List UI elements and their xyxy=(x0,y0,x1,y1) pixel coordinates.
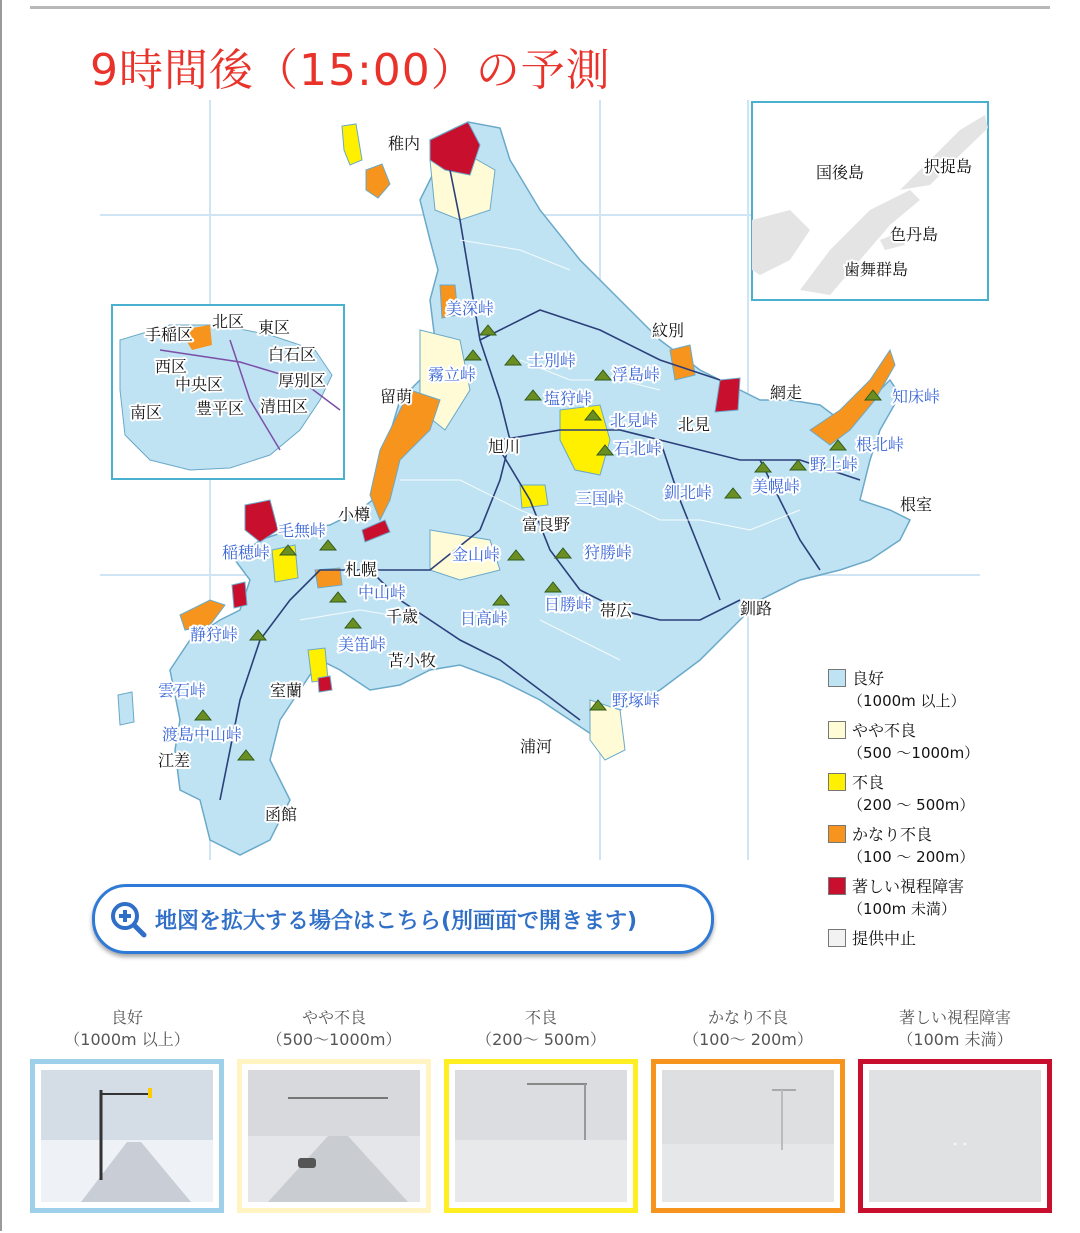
visibility-examples xyxy=(30,1005,1054,1215)
zone-poor-furano xyxy=(520,485,548,508)
example-range: （100～ 200m） xyxy=(683,1030,813,1049)
pass-label: 中山峠 xyxy=(358,583,407,602)
city-label-obihiro: 帯広 xyxy=(600,601,633,620)
legend-label: 著しい視程障害 xyxy=(852,877,965,896)
ward-label-shiroishi: 白石区 xyxy=(268,345,317,364)
example-severe xyxy=(858,1005,1052,1053)
legend-label: 提供中止 xyxy=(852,929,917,948)
ward-label-nishi: 西区 xyxy=(155,357,188,376)
pass-label: 日勝峠 xyxy=(544,595,593,614)
city-label-sapporo: 札幌 xyxy=(345,560,378,579)
pass-label: 日高峠 xyxy=(460,609,509,628)
city-label-chitose: 千歳 xyxy=(386,607,419,626)
legend-swatch xyxy=(828,825,846,843)
example-photo xyxy=(248,1070,420,1202)
legend-label: 良好 xyxy=(852,669,885,688)
city-label-kitami: 北見 xyxy=(678,415,711,434)
legend-label: かなり不良 xyxy=(852,825,933,844)
example-range: （100m 未満） xyxy=(897,1030,1013,1049)
pass-label: 浮島峠 xyxy=(612,365,661,384)
pass-label: 野上峠 xyxy=(810,455,859,474)
legend-swatch xyxy=(828,669,846,687)
island-label-shikotan: 色丹島 xyxy=(890,225,939,244)
visibility-legend xyxy=(828,666,1028,956)
legend-item-severe xyxy=(828,874,1028,926)
legend-range: （100m 未満） xyxy=(848,900,957,918)
island-rishiri xyxy=(366,164,390,198)
legend-range: （1000m 以上） xyxy=(848,692,966,710)
city-label-otaru: 小樽 xyxy=(338,505,371,524)
legend-swatch xyxy=(828,877,846,895)
pass-label: 稲穂峠 xyxy=(222,543,271,562)
island-label-kunashiri: 国後島 xyxy=(816,163,865,182)
example-photo-frame xyxy=(444,1059,638,1213)
legend-swatch xyxy=(828,929,846,947)
example-photo xyxy=(662,1070,834,1202)
legend-label: 不良 xyxy=(852,773,885,792)
example-label: かなり不良 xyxy=(707,1008,788,1027)
pass-label: 三国峠 xyxy=(576,489,625,508)
example-photo-frame xyxy=(858,1059,1052,1213)
city-label-muroran: 室蘭 xyxy=(270,681,303,700)
zone-very-poor-mountain xyxy=(670,345,695,380)
example-slightly-poor xyxy=(237,1005,431,1053)
pass-label: 石北峠 xyxy=(614,439,663,458)
ward-label-kiyota: 清田区 xyxy=(260,397,309,416)
legend-item-poor xyxy=(828,770,1028,822)
city-label-nemuro: 根室 xyxy=(900,495,933,514)
page-title: 9時間後（15:00）の予測 xyxy=(90,45,611,96)
northern-islands-inset xyxy=(752,102,988,300)
island-label-etorofu: 択捉島 xyxy=(924,157,973,176)
city-label-monbetsu: 紋別 xyxy=(652,321,685,340)
sapporo-inset[interactable] xyxy=(112,305,344,479)
pass-label: 釧北峠 xyxy=(664,483,713,502)
legend-range: （100 ～ 200m） xyxy=(848,848,975,866)
city-label-urakawa: 浦河 xyxy=(520,737,553,756)
pass-label: 北見峠 xyxy=(610,411,659,430)
pass-label: 美笛峠 xyxy=(338,635,387,654)
pass-label: 美深峠 xyxy=(446,299,495,318)
legend-item-good xyxy=(828,666,1028,718)
pass-label: 根北峠 xyxy=(856,435,905,454)
example-label: 良好 xyxy=(110,1008,143,1027)
example-poor xyxy=(444,1005,638,1053)
island-rebun xyxy=(342,124,362,165)
example-range: （200～ 500m） xyxy=(476,1030,606,1049)
ward-label-minami: 南区 xyxy=(130,403,163,422)
city-label-hakodate: 函館 xyxy=(265,805,298,824)
island-okushiri xyxy=(118,692,134,725)
city-label-abashiri: 網走 xyxy=(770,383,803,402)
ward-label-teine: 手稲区 xyxy=(145,325,194,344)
pass-label: 狩勝峠 xyxy=(584,543,633,562)
example-photo xyxy=(869,1070,1041,1202)
example-photo-frame xyxy=(30,1059,224,1213)
pass-label: 毛無峠 xyxy=(278,521,327,540)
example-label: 著しい視程障害 xyxy=(898,1008,1011,1027)
example-photo-frame xyxy=(237,1059,431,1213)
example-photo-frame xyxy=(651,1059,845,1213)
example-very-poor xyxy=(651,1005,845,1053)
city-label-rumoi: 留萌 xyxy=(380,387,413,406)
ward-label-higashi: 東区 xyxy=(258,318,291,337)
legend-swatch xyxy=(828,721,846,739)
pass-label: 静狩峠 xyxy=(190,625,239,644)
pass-label: 霧立峠 xyxy=(428,365,477,384)
legend-item-slightly-poor xyxy=(828,718,1028,770)
zoom-in-icon xyxy=(109,900,147,938)
pass-label: 士別峠 xyxy=(528,351,577,370)
legend-item-very-poor xyxy=(828,822,1028,874)
example-good xyxy=(30,1005,224,1053)
legend-label: やや不良 xyxy=(852,721,917,740)
example-label: やや不良 xyxy=(301,1008,366,1027)
zone-severe-muroran xyxy=(318,676,332,692)
legend-swatch xyxy=(828,773,846,791)
ward-label-chuo: 中央区 xyxy=(175,375,224,394)
zoom-map-label: 地図を拡大する場合はこちら(別画面で開きます) xyxy=(155,909,638,934)
ward-label-kita: 北区 xyxy=(212,312,245,331)
city-label-wakkanai: 稚内 xyxy=(388,134,421,153)
city-label-furano: 富良野 xyxy=(522,515,571,534)
pass-label: 金山峠 xyxy=(452,545,501,564)
city-label-esashi: 江差 xyxy=(158,751,191,770)
example-photo xyxy=(455,1070,627,1202)
example-label: 不良 xyxy=(524,1008,557,1027)
pass-label: 塩狩峠 xyxy=(544,389,593,408)
example-range: （1000m 以上） xyxy=(64,1030,190,1049)
zone-severe-iwanai xyxy=(232,582,247,608)
pass-label: 雲石峠 xyxy=(158,681,207,700)
example-range: （500～1000m） xyxy=(266,1030,402,1049)
example-photo xyxy=(41,1070,213,1202)
island-label-habomai: 歯舞群島 xyxy=(844,260,909,279)
legend-item-suspended xyxy=(828,926,1028,956)
pass-label: 渡島中山峠 xyxy=(162,725,243,744)
ward-label-atsubetsu: 厚別区 xyxy=(278,371,327,390)
city-label-asahikawa: 旭川 xyxy=(488,437,521,456)
pass-label: 知床峠 xyxy=(892,387,941,406)
legend-range: （500 ～1000m） xyxy=(848,744,980,762)
top-divider xyxy=(30,6,1050,9)
city-label-tomakomai: 苫小牧 xyxy=(388,651,437,670)
pass-label: 美幌峠 xyxy=(752,477,801,496)
legend-range: （200 ～ 500m） xyxy=(848,796,975,814)
ward-label-toyohira: 豊平区 xyxy=(196,399,245,418)
zoom-map-button[interactable] xyxy=(92,884,714,954)
city-label-kushiro: 釧路 xyxy=(740,599,773,618)
pass-label: 野塚峠 xyxy=(612,691,661,710)
